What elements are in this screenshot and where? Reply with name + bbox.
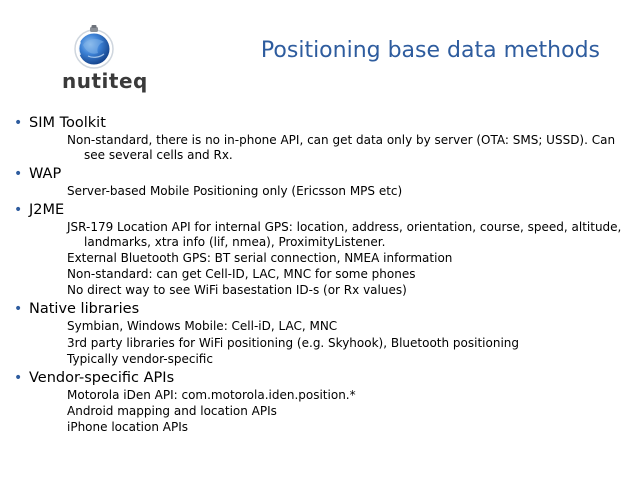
bullet-icon: •	[14, 301, 23, 318]
bullet-heading	[14, 299, 628, 319]
bullet-heading	[14, 113, 628, 133]
section-sim-toolkit	[14, 113, 628, 162]
list-item: External Bluetooth GPS: BT serial connection, NMEA information	[67, 250, 453, 265]
nutiteq-logo	[62, 25, 148, 95]
slide-content	[14, 113, 628, 436]
section-j2me	[14, 200, 628, 298]
bullet-icon: •	[14, 115, 23, 131]
slide-title: Positioning base data methods	[260, 38, 600, 63]
sub-list	[14, 319, 628, 366]
section-native-libraries	[14, 299, 628, 366]
section-heading: WAP	[29, 165, 62, 182]
bullet-icon: •	[14, 201, 23, 218]
globe-lightbulb-icon	[71, 25, 117, 71]
list-item: Non-standard: can get Cell-ID, LAC, MNC for some phones	[67, 266, 416, 281]
bullet-heading	[14, 164, 628, 184]
section-heading: SIM Toolkit	[29, 115, 106, 131]
logo-wordmark: nutiteq	[62, 69, 148, 93]
sub-list	[14, 220, 628, 298]
list-item: Android mapping and location APIs	[67, 404, 277, 419]
list-item: Server-based Mobile Positioning only (Ericsson MPS etc)	[67, 183, 403, 198]
list-item: No direct way to see WiFi basestation ID-s (or Rx values)	[67, 283, 407, 298]
section-wap	[14, 164, 628, 199]
list-item: Symbian, Windows Mobile: Cell-iD, LAC, MNC	[67, 319, 338, 334]
section-vendor-specific-apis	[14, 368, 628, 435]
sub-list	[14, 388, 628, 435]
list-item: iPhone location APIs	[67, 420, 188, 435]
list-item: Non-standard, there is no in-phone API, can get data only by server (OTA: SMS; USSD). Can see several cells and Rx.	[67, 133, 616, 162]
section-heading: J2ME	[29, 201, 65, 218]
bullet-heading	[14, 368, 628, 388]
bullet-icon: •	[14, 369, 23, 386]
bullet-icon: •	[14, 165, 23, 182]
sub-list	[14, 184, 628, 199]
list-item: 3rd party libraries for WiFi positioning (e.g. Skyhook), Bluetooth positioning	[67, 335, 520, 350]
list-item: Motorola iDen API: com.motorola.iden.position.*	[67, 387, 356, 402]
sub-list	[14, 133, 628, 162]
list-item: JSR-179 Location API for internal GPS: location, address, orientation, course, speed, altitude, landmarks, xtra info (lif, nmea), ProximityListener.	[67, 219, 622, 249]
bullet-heading	[14, 200, 628, 220]
section-heading: Vendor-specific APIs	[29, 369, 175, 386]
list-item: Typically vendor-specific	[67, 351, 213, 366]
section-heading: Native libraries	[29, 301, 140, 318]
